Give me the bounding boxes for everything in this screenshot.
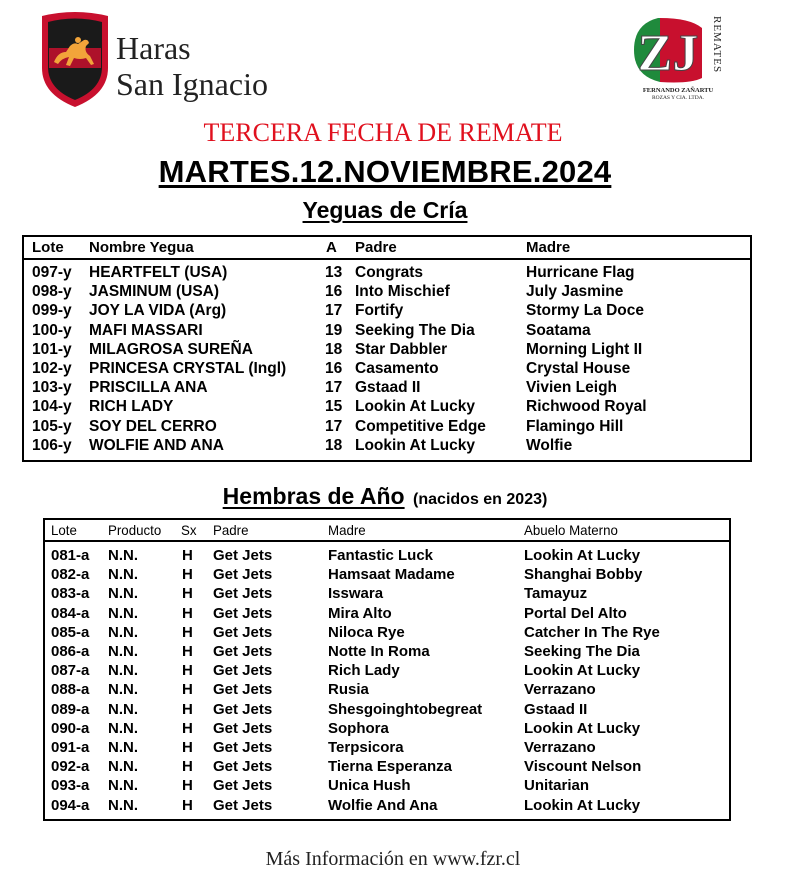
cell-nombre: MAFI MASSARI bbox=[89, 321, 203, 339]
cell-sexo: H bbox=[182, 719, 193, 737]
cell-producto: N.N. bbox=[108, 566, 138, 584]
cell-madre: Mira Alto bbox=[328, 604, 392, 622]
cell-lote: 081-a bbox=[51, 547, 90, 564]
cell-madre: Shesgoinghtobegreat bbox=[328, 700, 483, 718]
table-row bbox=[45, 720, 729, 739]
cell-padre: Competitive Edge bbox=[355, 417, 486, 435]
table-row bbox=[45, 797, 729, 816]
cell-abuelo: Verrazano bbox=[524, 739, 596, 756]
table-row bbox=[45, 624, 729, 643]
cell-madre: Richwood Royal bbox=[526, 398, 647, 416]
col-abuelo-header: Abuelo Materno bbox=[524, 522, 618, 538]
cell-madre: Notte In Roma bbox=[328, 643, 430, 660]
cell-abuelo: Unitarian bbox=[524, 777, 590, 795]
table-row bbox=[45, 701, 729, 720]
col-producto-header: Producto bbox=[108, 522, 162, 538]
cell-sexo: H bbox=[182, 662, 193, 680]
cell-madre: Vivien Leigh bbox=[526, 379, 618, 397]
cell-sexo: H bbox=[182, 700, 193, 718]
cell-abuelo: Lookin At Lucky bbox=[524, 662, 641, 680]
col-nombre-header: Nombre Yegua bbox=[89, 239, 194, 256]
cell-producto: N.N. bbox=[108, 585, 138, 603]
cell-edad: 18 bbox=[325, 436, 343, 454]
cell-producto: N.N. bbox=[108, 719, 138, 737]
event-title: TERCERA FECHA DE REMATE bbox=[203, 118, 563, 147]
table-row bbox=[24, 398, 750, 417]
cell-padre: Get Jets bbox=[213, 681, 273, 699]
cell-producto: N.N. bbox=[108, 547, 138, 564]
col-lote-header: Lote bbox=[51, 522, 77, 538]
cell-lote: 098-y bbox=[32, 283, 72, 301]
cell-padre: Casamento bbox=[355, 360, 439, 377]
table-row bbox=[45, 585, 729, 604]
col-lote-header: Lote bbox=[32, 239, 64, 256]
cell-madre: Flamingo Hill bbox=[526, 417, 624, 435]
cell-lote: 099-y bbox=[32, 302, 72, 320]
cell-producto: N.N. bbox=[108, 739, 138, 756]
cell-sexo: H bbox=[182, 796, 193, 814]
cell-abuelo: Seeking The Dia bbox=[524, 643, 640, 660]
cell-sexo: H bbox=[182, 681, 193, 699]
cell-padre: Get Jets bbox=[213, 719, 273, 737]
cell-sexo: H bbox=[182, 566, 193, 584]
cell-lote: 090-a bbox=[51, 719, 90, 737]
yeguas-table bbox=[22, 235, 752, 462]
table-row bbox=[45, 758, 729, 777]
cell-padre: Get Jets bbox=[213, 623, 273, 641]
cell-producto: N.N. bbox=[108, 796, 138, 814]
cell-madre: Soatama bbox=[526, 321, 591, 339]
cell-padre: Get Jets bbox=[213, 604, 273, 622]
table-row bbox=[45, 681, 729, 700]
cell-lote: 092-a bbox=[51, 758, 90, 776]
cell-madre: Wolfie bbox=[526, 436, 573, 454]
cell-padre: Fortify bbox=[355, 302, 404, 320]
date-title: MARTES.12.NOVIEMBRE.2024 bbox=[158, 154, 612, 189]
cell-lote: 106-y bbox=[32, 436, 72, 454]
cell-sexo: H bbox=[182, 623, 193, 641]
brand-name-line2: San Ignacio bbox=[116, 66, 268, 102]
cell-lote: 103-y bbox=[32, 379, 72, 397]
cell-padre: Star Dabbler bbox=[355, 340, 448, 358]
table-row bbox=[45, 643, 729, 662]
cell-abuelo: Viscount Nelson bbox=[524, 758, 642, 776]
cell-nombre: RICH LADY bbox=[89, 398, 174, 416]
cell-padre: Get Jets bbox=[213, 547, 273, 564]
cell-lote: 102-y bbox=[32, 360, 72, 377]
cell-nombre: JOY LA VIDA (Arg) bbox=[89, 302, 227, 320]
cell-padre: Get Jets bbox=[213, 758, 273, 776]
cell-padre: Congrats bbox=[355, 264, 424, 281]
cell-lote: 084-a bbox=[51, 604, 90, 622]
table-row bbox=[45, 777, 729, 796]
cell-abuelo: Verrazano bbox=[524, 681, 596, 699]
col-madre-header: Madre bbox=[526, 239, 571, 256]
cell-madre: Stormy La Doce bbox=[526, 302, 645, 320]
cell-edad: 16 bbox=[325, 283, 343, 301]
cell-lote: 093-a bbox=[51, 777, 90, 795]
cell-abuelo: Tamayuz bbox=[524, 585, 588, 603]
cell-lote: 087-a bbox=[51, 662, 90, 680]
cell-lote: 097-y bbox=[32, 264, 72, 281]
col-padre-header: Padre bbox=[213, 522, 249, 538]
cell-sexo: H bbox=[182, 585, 193, 603]
footer-info: Más Información en www.fzr.cl bbox=[265, 848, 521, 870]
cell-padre: Get Jets bbox=[213, 796, 273, 814]
cell-sexo: H bbox=[182, 777, 193, 795]
col-madre-header: Madre bbox=[328, 522, 366, 538]
cell-lote: 105-y bbox=[32, 417, 72, 435]
table-row bbox=[24, 379, 750, 398]
remates-side-text: REMATES bbox=[711, 16, 723, 74]
cell-producto: N.N. bbox=[108, 604, 138, 622]
cell-padre: Lookin At Lucky bbox=[355, 436, 475, 454]
table-row bbox=[24, 302, 750, 321]
cell-padre: Into Mischief bbox=[355, 283, 450, 301]
table-row bbox=[24, 283, 750, 302]
cell-padre: Gstaad II bbox=[355, 379, 421, 397]
cell-sexo: H bbox=[182, 643, 193, 660]
cell-nombre: MILAGROSA SUREÑA bbox=[89, 340, 253, 358]
cell-lote: 086-a bbox=[51, 643, 90, 660]
table-header bbox=[24, 237, 750, 260]
section2-note: (nacidos en 2023) bbox=[413, 491, 548, 508]
col-sexo-header: Sx bbox=[181, 522, 197, 538]
cell-edad: 17 bbox=[325, 302, 343, 320]
cell-lote: 083-a bbox=[51, 585, 90, 603]
table-row bbox=[45, 566, 729, 585]
cell-lote: 089-a bbox=[51, 700, 90, 718]
auctioneer-company: ROZAS Y CIA. LTDA. bbox=[651, 95, 705, 101]
cell-padre: Get Jets bbox=[213, 700, 273, 718]
section2-title: Hembras de Año bbox=[222, 483, 405, 509]
col-edad-header: A bbox=[326, 239, 337, 256]
zj-monogram-icon bbox=[630, 14, 708, 84]
cell-madre: Niloca Rye bbox=[328, 623, 405, 641]
cell-lote: 082-a bbox=[51, 566, 90, 584]
cell-lote: 100-y bbox=[32, 321, 72, 339]
cell-padre: Lookin At Lucky bbox=[355, 398, 475, 416]
table-row bbox=[45, 605, 729, 624]
cell-sexo: H bbox=[182, 739, 193, 756]
cell-padre: Get Jets bbox=[213, 739, 273, 756]
cell-lote: 104-y bbox=[32, 398, 72, 416]
cell-nombre: JASMINUM (USA) bbox=[89, 283, 220, 301]
table-row bbox=[45, 547, 729, 566]
table-row bbox=[24, 418, 750, 437]
cell-abuelo: Catcher In The Rye bbox=[524, 623, 660, 641]
cell-lote: 101-y bbox=[32, 340, 72, 358]
cell-sexo: H bbox=[182, 758, 193, 776]
cell-producto: N.N. bbox=[108, 662, 138, 680]
cell-sexo: H bbox=[182, 547, 193, 564]
table-row bbox=[45, 662, 729, 681]
cell-padre: Get Jets bbox=[213, 643, 273, 660]
cell-madre: Crystal House bbox=[526, 360, 631, 377]
cell-madre: Tierna Esperanza bbox=[328, 758, 452, 776]
cell-madre: Rusia bbox=[328, 681, 369, 699]
brand-name-line1: Haras bbox=[116, 30, 191, 66]
section1-title: Yeguas de Cría bbox=[302, 197, 468, 223]
table-row bbox=[24, 437, 750, 456]
cell-madre: Wolfie And Ana bbox=[328, 796, 438, 814]
cell-abuelo: Shanghai Bobby bbox=[524, 566, 643, 584]
cell-edad: 13 bbox=[325, 264, 343, 281]
haras-san-ignacio-logo bbox=[40, 10, 300, 110]
cell-madre: Rich Lady bbox=[328, 662, 400, 680]
cell-madre: Sophora bbox=[328, 719, 389, 737]
cell-producto: N.N. bbox=[108, 777, 138, 795]
cell-nombre: WOLFIE AND ANA bbox=[89, 436, 224, 454]
cell-edad: 19 bbox=[325, 321, 343, 339]
table-header bbox=[45, 520, 729, 542]
cell-edad: 15 bbox=[325, 398, 343, 416]
cell-nombre: PRINCESA CRYSTAL (Ingl) bbox=[89, 360, 287, 377]
cell-madre: Fantastic Luck bbox=[328, 547, 434, 564]
cell-producto: N.N. bbox=[108, 700, 138, 718]
cell-abuelo: Gstaad II bbox=[524, 700, 588, 718]
cell-madre: Isswara bbox=[328, 585, 384, 603]
cell-edad: 17 bbox=[325, 379, 343, 397]
auctioneer-name: FERNANDO ZAÑARTU bbox=[642, 87, 714, 94]
zj-letters: ZJ bbox=[637, 25, 699, 82]
cell-abuelo: Portal Del Alto bbox=[524, 604, 627, 622]
cell-lote: 088-a bbox=[51, 681, 90, 699]
fzr-remates-logo bbox=[630, 14, 730, 106]
cell-nombre: HEARTFELT (USA) bbox=[89, 264, 228, 281]
cell-madre: Hurricane Flag bbox=[526, 264, 635, 281]
cell-producto: N.N. bbox=[108, 643, 138, 660]
table-row bbox=[24, 360, 750, 379]
cell-edad: 18 bbox=[325, 340, 343, 358]
cell-padre: Get Jets bbox=[213, 777, 273, 795]
table-row bbox=[24, 341, 750, 360]
cell-producto: N.N. bbox=[108, 681, 138, 699]
cell-nombre: SOY DEL CERRO bbox=[89, 417, 217, 435]
cell-madre: July Jasmine bbox=[526, 283, 624, 301]
cell-padre: Get Jets bbox=[213, 662, 273, 680]
cell-madre: Hamsaat Madame bbox=[328, 566, 455, 584]
cell-nombre: PRISCILLA ANA bbox=[89, 379, 208, 397]
cell-producto: N.N. bbox=[108, 623, 138, 641]
horse-shield-icon bbox=[40, 10, 110, 108]
cell-padre: Get Jets bbox=[213, 585, 273, 603]
table-row bbox=[45, 739, 729, 758]
cell-padre: Get Jets bbox=[213, 566, 273, 584]
cell-abuelo: Lookin At Lucky bbox=[524, 719, 641, 737]
cell-sexo: H bbox=[182, 604, 193, 622]
cell-lote: 094-a bbox=[51, 796, 90, 814]
cell-madre: Morning Light II bbox=[526, 340, 643, 358]
cell-edad: 17 bbox=[325, 417, 343, 435]
section2-heading bbox=[0, 483, 770, 510]
table-row bbox=[24, 322, 750, 341]
hembras-table bbox=[43, 518, 731, 821]
table-row bbox=[24, 264, 750, 283]
cell-madre: Unica Hush bbox=[328, 777, 411, 795]
cell-abuelo: Lookin At Lucky bbox=[524, 547, 641, 564]
cell-padre: Seeking The Dia bbox=[355, 321, 475, 339]
cell-madre: Terpsicora bbox=[328, 739, 404, 756]
cell-abuelo: Lookin At Lucky bbox=[524, 796, 641, 814]
cell-lote: 085-a bbox=[51, 623, 90, 641]
cell-producto: N.N. bbox=[108, 758, 138, 776]
cell-lote: 091-a bbox=[51, 739, 90, 756]
col-padre-header: Padre bbox=[355, 239, 397, 256]
cell-edad: 16 bbox=[325, 360, 343, 377]
